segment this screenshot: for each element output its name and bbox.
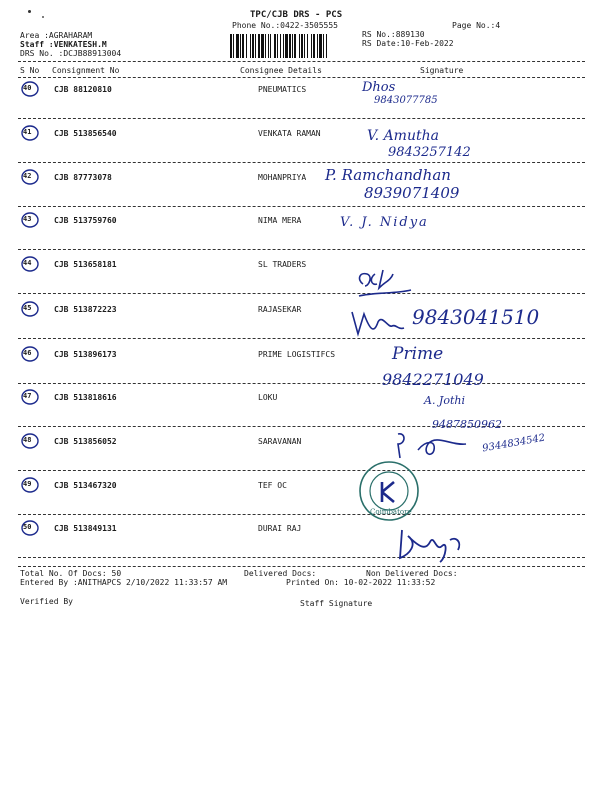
row-divider <box>18 293 585 294</box>
consignment-number: CJB 513856540 <box>54 129 117 138</box>
header-divider-top <box>18 61 585 62</box>
table-row <box>0 481 600 525</box>
row-number <box>20 431 40 451</box>
row-number-text: 45 <box>23 304 32 312</box>
row-number-text: 43 <box>23 215 32 223</box>
consignee-name: PNEUMATICS <box>258 85 307 94</box>
table-row <box>0 350 600 394</box>
row-divider <box>18 206 585 207</box>
row-number <box>20 518 40 538</box>
phone-number: Phone No.:0422-3505555 <box>232 21 338 30</box>
row-divider <box>18 162 585 163</box>
row-number-text: 47 <box>23 392 32 400</box>
consignee-name: SARAVANAN <box>258 437 302 446</box>
consignee-name: LOKU <box>258 393 278 402</box>
handwriting-phone: 9842271049 <box>382 370 484 389</box>
area-label: Area :AGRAHARAM <box>20 31 93 40</box>
table-row <box>0 216 600 260</box>
staff-signature-label: Staff Signature <box>300 599 373 608</box>
handwriting-name: A. Jothi <box>424 394 465 407</box>
table-row <box>0 129 600 173</box>
row-number-text: 50 <box>23 523 32 531</box>
table-row <box>0 393 600 437</box>
table-row <box>0 173 600 217</box>
handwriting-phone: 8939071409 <box>364 184 460 202</box>
row-number <box>20 475 40 495</box>
handwriting-sig: Dhos <box>362 80 396 95</box>
printed-on: Printed On: 10-02-2022 11:33:52 <box>286 578 436 587</box>
handwriting-phone: 9344834542 <box>481 432 547 455</box>
col-signature: Signature <box>420 66 464 75</box>
col-consignment: Consignment No <box>52 66 120 75</box>
col-sno: S No <box>20 66 40 75</box>
row-number-text: 48 <box>23 436 32 444</box>
row-number-text: 41 <box>23 128 32 136</box>
consignment-number: CJB 513759760 <box>54 216 117 225</box>
handwriting-name: P. Ramchandhan <box>325 166 451 184</box>
row-number <box>20 344 40 364</box>
row-divider <box>18 514 585 515</box>
consignment-number: CJB 88120810 <box>54 85 112 94</box>
row-number <box>20 299 40 319</box>
handwriting-name: V. Amutha <box>367 128 439 144</box>
row-number <box>20 123 40 143</box>
row-number <box>20 167 40 187</box>
staff-label: Staff :VENKATESH.M <box>20 40 107 49</box>
table-row <box>0 85 600 129</box>
signature-scribble <box>355 266 415 306</box>
table-row <box>0 260 600 304</box>
page-number: Page No.:4 <box>452 21 501 30</box>
barcode-bar <box>327 34 329 58</box>
consignment-number: CJB 87773078 <box>54 173 112 182</box>
barcode <box>230 34 355 58</box>
table-row <box>0 524 600 568</box>
handwriting-phone: 9487850962 <box>432 418 502 431</box>
scan-speck <box>42 16 44 18</box>
row-divider <box>18 383 585 384</box>
handwriting-phone: 9843041510 <box>412 305 540 329</box>
consignment-number: CJB 513849131 <box>54 524 117 533</box>
consignee-name: DURAI RAJ <box>258 524 302 533</box>
row-number <box>20 254 40 274</box>
consignee-name: RAJASEKAR <box>258 305 302 314</box>
row-divider <box>18 470 585 471</box>
consignment-number: CJB 513818616 <box>54 393 117 402</box>
consignment-number: CJB 513856052 <box>54 437 117 446</box>
row-number <box>20 210 40 230</box>
col-consignee: Consignee Details <box>240 66 322 75</box>
row-divider <box>18 249 585 250</box>
consignment-number: CJB 513896173 <box>54 350 117 359</box>
row-number-text: 42 <box>23 172 32 180</box>
header-divider-bottom <box>18 77 585 78</box>
scan-speck <box>28 10 31 13</box>
handwriting-name: V. J. Nidya <box>340 215 429 230</box>
row-divider <box>18 118 585 119</box>
signature-scribble <box>392 430 472 460</box>
row-number-text: 49 <box>23 480 32 488</box>
doc-title: TPC/CJB DRS - PCS <box>250 10 343 20</box>
consignment-number: CJB 513658181 <box>54 260 117 269</box>
consignment-number: CJB 513467320 <box>54 481 117 490</box>
stamp-text: Coimbatore <box>370 508 412 516</box>
row-divider <box>18 557 585 558</box>
row-number-text: 44 <box>23 259 32 267</box>
consignee-name: VENKATA RAMAN <box>258 129 321 138</box>
rs-number: RS No.:889130 <box>362 30 425 39</box>
row-number-text: 46 <box>23 349 32 357</box>
signature-scribble <box>392 522 470 566</box>
verified-by: Verified By <box>20 597 73 606</box>
entered-by: Entered By :ANITHAPCS 2/10/2022 11:33:57 AM <box>20 578 228 587</box>
delivered-docs: Delivered Docs: <box>244 569 317 578</box>
non-delivered-docs: Non Delivered Docs: <box>366 569 458 578</box>
row-number <box>20 387 40 407</box>
consignee-name: SL TRADERS <box>258 260 307 269</box>
consignee-name: MOHANPRIYA <box>258 173 307 182</box>
consignment-number: CJB 513872223 <box>54 305 117 314</box>
consignee-name: PRIME LOGISTIFCS <box>258 350 336 359</box>
handwriting-phone: 9843257142 <box>388 145 471 160</box>
consignee-name: TEF OC <box>258 481 287 490</box>
handwriting-phone: 9843077785 <box>374 95 438 106</box>
handwriting-name: Prime <box>392 344 444 364</box>
consignee-name: NIMA MERA <box>258 216 302 225</box>
row-divider <box>18 338 585 339</box>
drs-number: DRS No. :DCJB88913004 <box>20 49 122 58</box>
rs-date: RS Date:10-Feb-2022 <box>362 39 454 48</box>
signature-scribble <box>348 308 410 342</box>
row-number <box>20 79 40 99</box>
row-number-text: 40 <box>23 84 32 92</box>
footer-divider <box>18 566 585 567</box>
total-docs: Total No. Of Docs: 50 <box>20 569 122 578</box>
